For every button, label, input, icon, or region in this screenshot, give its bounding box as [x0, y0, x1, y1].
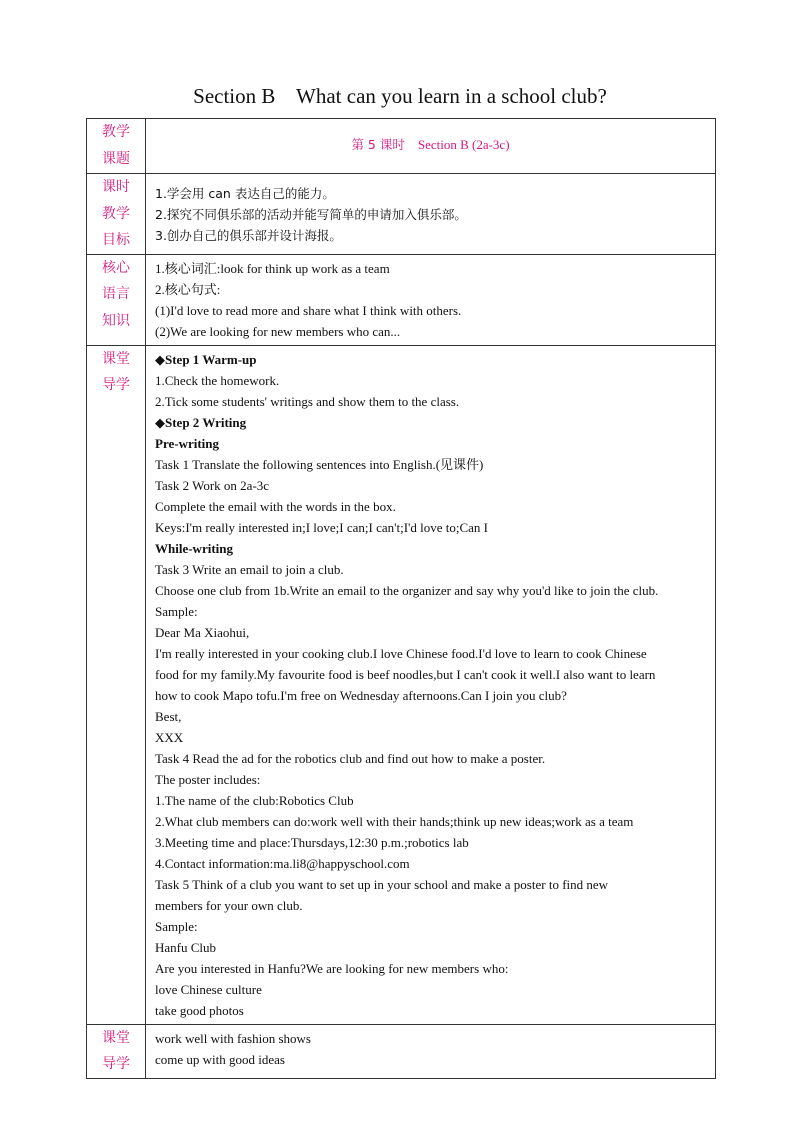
guide-line: The poster includes:	[155, 771, 261, 787]
knowledge-line: 2.核心句式:	[155, 281, 221, 297]
row-objectives-label	[87, 174, 145, 254]
guide-line: Task 2 Work on 2a-3c	[155, 477, 270, 493]
row-guide-label	[87, 346, 145, 399]
row-topic-label-line: 课题	[102, 150, 130, 167]
knowledge-list	[146, 255, 715, 345]
guide-line: Dear Ma Xiaohui,	[155, 624, 250, 640]
row-topic-label	[87, 119, 145, 172]
guide-line: Choose one club from 1b.Write an email to the organizer and say why you'd like to join the club.	[155, 582, 659, 598]
row-guide-continued	[87, 1024, 716, 1078]
guide-line: 3.Meeting time and place:Thursdays,12:30 p.m.;robotics lab	[155, 834, 469, 850]
knowledge-line: (1)I'd love to read more and share what I think with others.	[155, 302, 462, 318]
guide-line: Sample:	[155, 918, 198, 934]
guide-line: Sample:	[155, 603, 198, 619]
guide-line: Complete the email with the words in the box.	[155, 498, 396, 514]
row-topic-content-cell	[146, 119, 716, 174]
guide-line: 4.Contact information:ma.li8@happyschool.com	[155, 855, 410, 871]
phase-heading: While-writing	[155, 540, 233, 556]
row-objectives-label-line: 课时	[102, 179, 130, 195]
objective-item: 3.创办自己的俱乐部并设计海报。	[155, 228, 342, 243]
guide-line: 1.Check the homework.	[155, 372, 280, 388]
guide-line: 1.The name of the club:Robotics Club	[155, 792, 354, 808]
objective-item: 2.探究不同俱乐部的活动并能写简单的申请加入俱乐部。	[155, 207, 467, 222]
row-guide2-label-line: 导学	[102, 1056, 130, 1072]
row-objectives-label-line: 目标	[102, 232, 130, 248]
step-heading: ◆Step 1 Warm-up	[155, 351, 257, 367]
phase-heading: Pre-writing	[155, 435, 220, 451]
row-topic	[87, 119, 716, 174]
guide-line: how to cook Mapo tofu.I'm free on Wednesday afternoons.Can I join you club?	[155, 687, 567, 703]
guide-line: XXX	[155, 729, 184, 745]
guide-line: Task 4 Read the ad for the robotics club and find out how to make a poster.	[155, 750, 546, 766]
guide-line: food for my family.My favourite food is beef noodles,but I can't cook it well.I also want to learn	[155, 666, 656, 682]
lesson-number: 第 5 课时	[351, 137, 405, 152]
row-knowledge-content-cell	[146, 254, 716, 345]
guide-line: Task 5 Think of a club you want to set up in your school and make a poster to find new	[155, 876, 609, 892]
objectives-list	[146, 174, 715, 249]
guide-line: work well with fashion shows	[155, 1030, 311, 1046]
step-heading: ◆Step 2 Writing	[155, 414, 247, 430]
lesson-section: Section B (2a-3c)	[404, 137, 510, 152]
guide-line: Hanfu Club	[155, 939, 217, 955]
knowledge-line: 1.核心词汇:look for think up work as a team	[155, 260, 390, 276]
row-guide2-label	[87, 1025, 145, 1078]
row-guide	[87, 345, 716, 1024]
guide-line: Are you interested in Hanfu?We are looking for new members who:	[155, 960, 509, 976]
guide2-lines	[146, 1025, 715, 1073]
guide-line: Task 3 Write an email to join a club.	[155, 561, 344, 577]
guide-line: 2.What club members can do:work well with their hands;think up new ideas;work as a team	[155, 813, 634, 829]
row-objectives-content-cell	[146, 174, 716, 255]
lesson-title	[146, 119, 715, 171]
row-knowledge-label-line: 语言	[102, 286, 130, 302]
objective-item: 1.学会用 can 表达自己的能力。	[155, 186, 335, 201]
row-knowledge	[87, 254, 716, 345]
row-objectives	[87, 174, 716, 255]
row-knowledge-label-cell	[87, 254, 146, 345]
row-guide2-content-cell	[146, 1024, 716, 1078]
row-objectives-label-line: 教学	[102, 205, 130, 222]
row-guide2-label-cell	[87, 1024, 146, 1078]
row-objectives-label-cell	[87, 174, 146, 255]
guide-line: Keys:I'm really interested in;I love;I can;I can't;I'd love to;Can I	[155, 519, 488, 535]
guide-line: take good photos	[155, 1002, 244, 1018]
guide-line: 2.Tick some students' writings and show them to the class.	[155, 393, 460, 409]
row-knowledge-label-line: 核心	[102, 259, 130, 276]
row-knowledge-label	[87, 255, 145, 335]
guide-line: love Chinese culture	[155, 981, 262, 997]
row-guide-label-line: 课堂	[102, 350, 130, 367]
guide-line: come up with good ideas	[155, 1051, 285, 1067]
lesson-plan-table	[86, 118, 716, 1079]
guide-line: Task 1 Translate the following sentences into English.(见课件)	[155, 456, 484, 472]
guide-line: members for your own club.	[155, 897, 303, 913]
row-guide-label-line: 导学	[102, 377, 130, 393]
knowledge-line: (2)We are looking for new members who can...	[155, 323, 401, 339]
row-knowledge-label-line: 知识	[102, 312, 130, 329]
row-guide-content-cell	[146, 345, 716, 1024]
row-topic-label-line: 教学	[102, 124, 130, 140]
guide-line: Best,	[155, 708, 182, 724]
row-guide2-label-line: 课堂	[102, 1029, 130, 1046]
guide-line: I'm really interested in your cooking club.I love Chinese food.I'd love to learn to cook Chinese	[155, 645, 647, 661]
row-topic-label-cell	[87, 119, 146, 174]
row-guide-label-cell	[87, 345, 146, 1024]
page-title: Section B What can you learn in a school club?	[193, 84, 607, 108]
guide-steps	[146, 346, 715, 1024]
